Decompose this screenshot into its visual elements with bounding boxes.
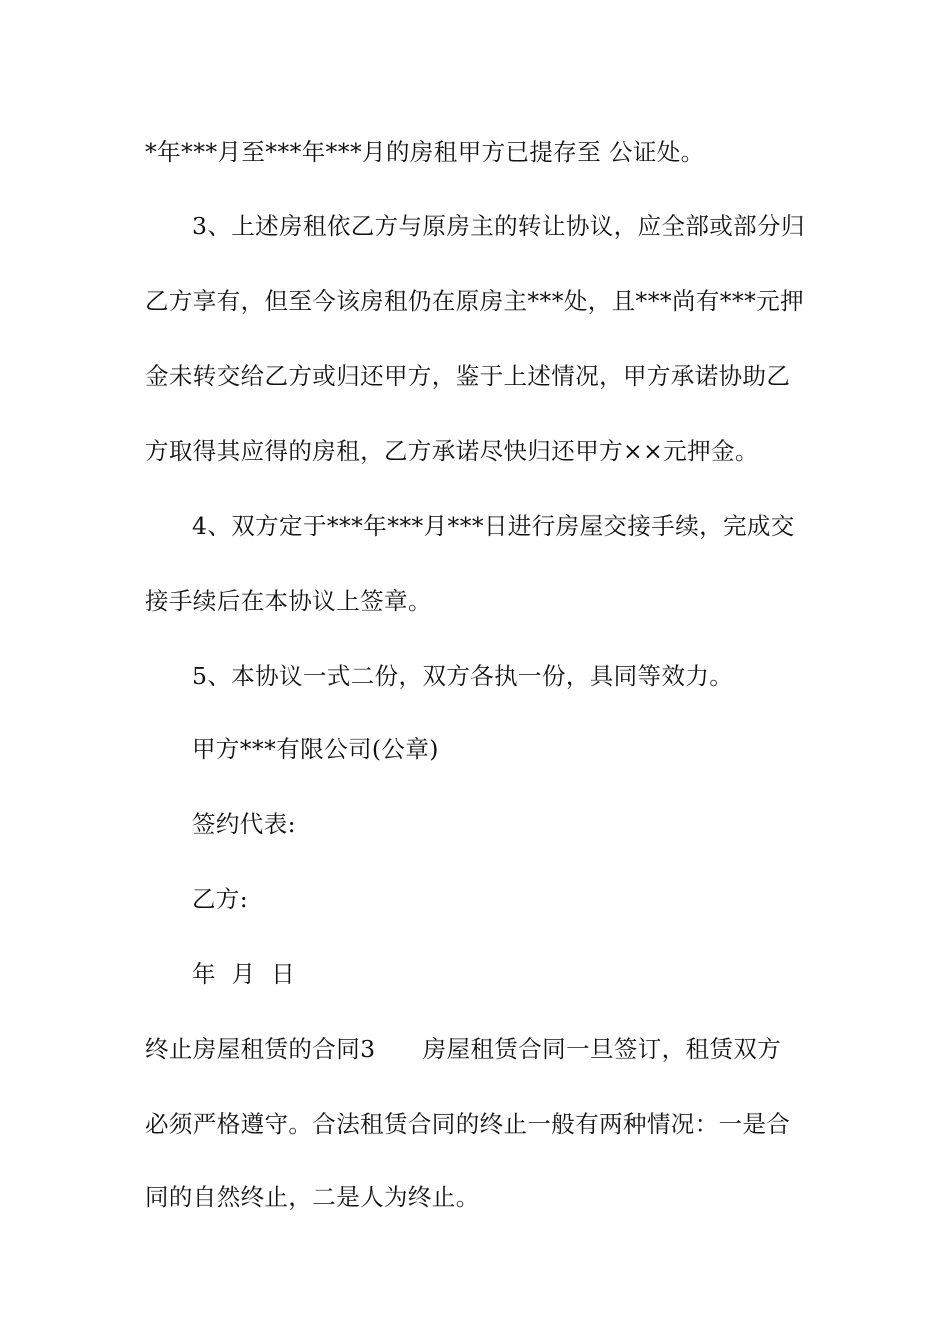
representative-signature: 签约代表: bbox=[192, 810, 296, 838]
clause-5: 5、本协议一式二份，双方各执一份，具同等效力。 bbox=[192, 662, 734, 690]
party-a-signature: 甲方***有限公司(公章) bbox=[192, 735, 439, 763]
date-line: 年 月 日 bbox=[192, 960, 296, 988]
clause-3-line-1: 3、上述房租依乙方与原房主的转让协议，应全部或部分归 bbox=[192, 212, 805, 240]
section-3-line-1: 终止房屋租赁的合同3 房屋租赁合同一旦签订，租赁双方 bbox=[145, 1035, 782, 1063]
section-3-line-3: 同的自然终止，二是人为终止。 bbox=[145, 1183, 480, 1211]
clause-3-line-4: 方取得其应得的房租，乙方承诺尽快归还甲方××元押金。 bbox=[145, 437, 759, 465]
section-3-line-2: 必须严格遵守。合法租赁合同的终止一般有两种情况：一是合 bbox=[145, 1110, 791, 1138]
clause-3-line-3: 金未转交给乙方或归还甲方，鉴于上述情况，甲方承诺协助乙 bbox=[145, 362, 791, 390]
clause-3-line-2: 乙方享有，但至今该房租仍在原房主***处，且***尚有***元押 bbox=[145, 287, 805, 315]
text-line-1: *年***月至***年***月的房租甲方已提存至 公证处。 bbox=[145, 138, 705, 166]
clause-4-line-1: 4、双方定于***年***月***日进行房屋交接手续，完成交 bbox=[192, 512, 795, 540]
party-b-signature: 乙方: bbox=[192, 885, 249, 913]
clause-4-line-2: 接手续后在本协议上签章。 bbox=[145, 587, 432, 615]
